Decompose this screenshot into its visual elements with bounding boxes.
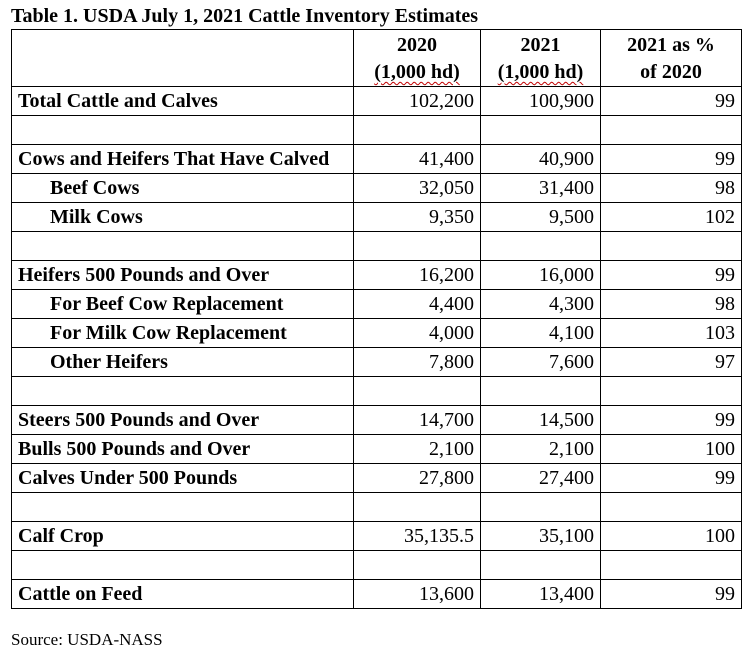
cell-2020: 14,700 xyxy=(354,406,481,435)
cell-2020: 102,200 xyxy=(354,87,481,116)
row-label: Calves Under 500 Pounds xyxy=(12,464,354,493)
cell-2021: 13,400 xyxy=(481,580,601,609)
spacer-row xyxy=(12,493,742,522)
spacer-row xyxy=(12,232,742,261)
cell-2021: 100,900 xyxy=(481,87,601,116)
cell-2020: 9,350 xyxy=(354,203,481,232)
cell-2021: 4,100 xyxy=(481,319,601,348)
cell-2020: 27,800 xyxy=(354,464,481,493)
cell-2021: 35,100 xyxy=(481,522,601,551)
spacer-row xyxy=(12,377,742,406)
table-row xyxy=(12,319,742,348)
cell-2020: 4,400 xyxy=(354,290,481,319)
cell-2021: 40,900 xyxy=(481,145,601,174)
cell-2021: 14,500 xyxy=(481,406,601,435)
header-2021-unit: (1,000 hd) xyxy=(497,61,584,83)
cell-pct: 99 xyxy=(601,145,742,174)
cell-2021: 9,500 xyxy=(481,203,601,232)
row-label: For Beef Cow Replacement xyxy=(12,290,354,319)
cell-2020: 35,135.5 xyxy=(354,522,481,551)
table-row xyxy=(12,203,742,232)
table-row xyxy=(12,435,742,464)
cell-2021: 4,300 xyxy=(481,290,601,319)
row-label: Milk Cows xyxy=(12,203,354,232)
row-label: Beef Cows xyxy=(12,174,354,203)
row-label: Bulls 500 Pounds and Over xyxy=(12,435,354,464)
source-note: Source: USDA-NASS xyxy=(11,630,163,649)
cell-pct: 99 xyxy=(601,464,742,493)
row-label: Calf Crop xyxy=(12,522,354,551)
cell-2020: 4,000 xyxy=(354,319,481,348)
cell-2020: 32,050 xyxy=(354,174,481,203)
table-row xyxy=(12,261,742,290)
table-row xyxy=(12,348,742,377)
header-2020-unit: (1,000 hd) xyxy=(374,61,460,83)
cell-pct: 100 xyxy=(601,435,742,464)
table-row xyxy=(12,174,742,203)
row-label: Heifers 500 Pounds and Over xyxy=(12,261,354,290)
row-label: Other Heifers xyxy=(12,348,354,377)
table-row xyxy=(12,522,742,551)
cell-2020: 16,200 xyxy=(354,261,481,290)
header-2020 xyxy=(354,30,481,87)
cell-2021: 27,400 xyxy=(481,464,601,493)
cell-pct: 97 xyxy=(601,348,742,377)
header-pct-line1: 2021 as % xyxy=(627,34,715,56)
cell-2020: 41,400 xyxy=(354,145,481,174)
cell-pct: 100 xyxy=(601,522,742,551)
cell-2020: 7,800 xyxy=(354,348,481,377)
table-row xyxy=(12,145,742,174)
row-label: Cattle on Feed xyxy=(12,580,354,609)
row-label: Cows and Heifers That Have Calved xyxy=(12,145,354,174)
table-row xyxy=(12,580,742,609)
table-row xyxy=(12,464,742,493)
row-label: Steers 500 Pounds and Over xyxy=(12,406,354,435)
header-2021 xyxy=(481,30,601,87)
header-pct-line2: of 2020 xyxy=(640,61,702,83)
table-row xyxy=(12,406,742,435)
header-label xyxy=(12,30,354,87)
cell-2021: 7,600 xyxy=(481,348,601,377)
cell-pct: 99 xyxy=(601,261,742,290)
cell-pct: 99 xyxy=(601,87,742,116)
header-2021-year: 2021 xyxy=(520,34,561,56)
row-label: Total Cattle and Calves xyxy=(12,87,354,116)
spacer-row xyxy=(12,116,742,145)
cell-pct: 99 xyxy=(601,406,742,435)
cell-2021: 16,000 xyxy=(481,261,601,290)
spacer-row xyxy=(12,551,742,580)
cell-pct: 102 xyxy=(601,203,742,232)
table-caption: Table 1. USDA July 1, 2021 Cattle Inventory Estimates xyxy=(11,5,479,27)
cell-pct: 98 xyxy=(601,290,742,319)
cell-pct: 99 xyxy=(601,580,742,609)
row-label: For Milk Cow Replacement xyxy=(12,319,354,348)
cell-pct: 103 xyxy=(601,319,742,348)
table-row xyxy=(12,87,742,116)
header-pct xyxy=(601,30,742,87)
cell-2020: 2,100 xyxy=(354,435,481,464)
header-2020-year: 2020 xyxy=(397,34,437,56)
cell-2021: 2,100 xyxy=(481,435,601,464)
cattle-inventory-table xyxy=(11,29,742,609)
cell-2021: 31,400 xyxy=(481,174,601,203)
table-header-row xyxy=(12,30,742,87)
cell-2020: 13,600 xyxy=(354,580,481,609)
cell-pct: 98 xyxy=(601,174,742,203)
table-row xyxy=(12,290,742,319)
